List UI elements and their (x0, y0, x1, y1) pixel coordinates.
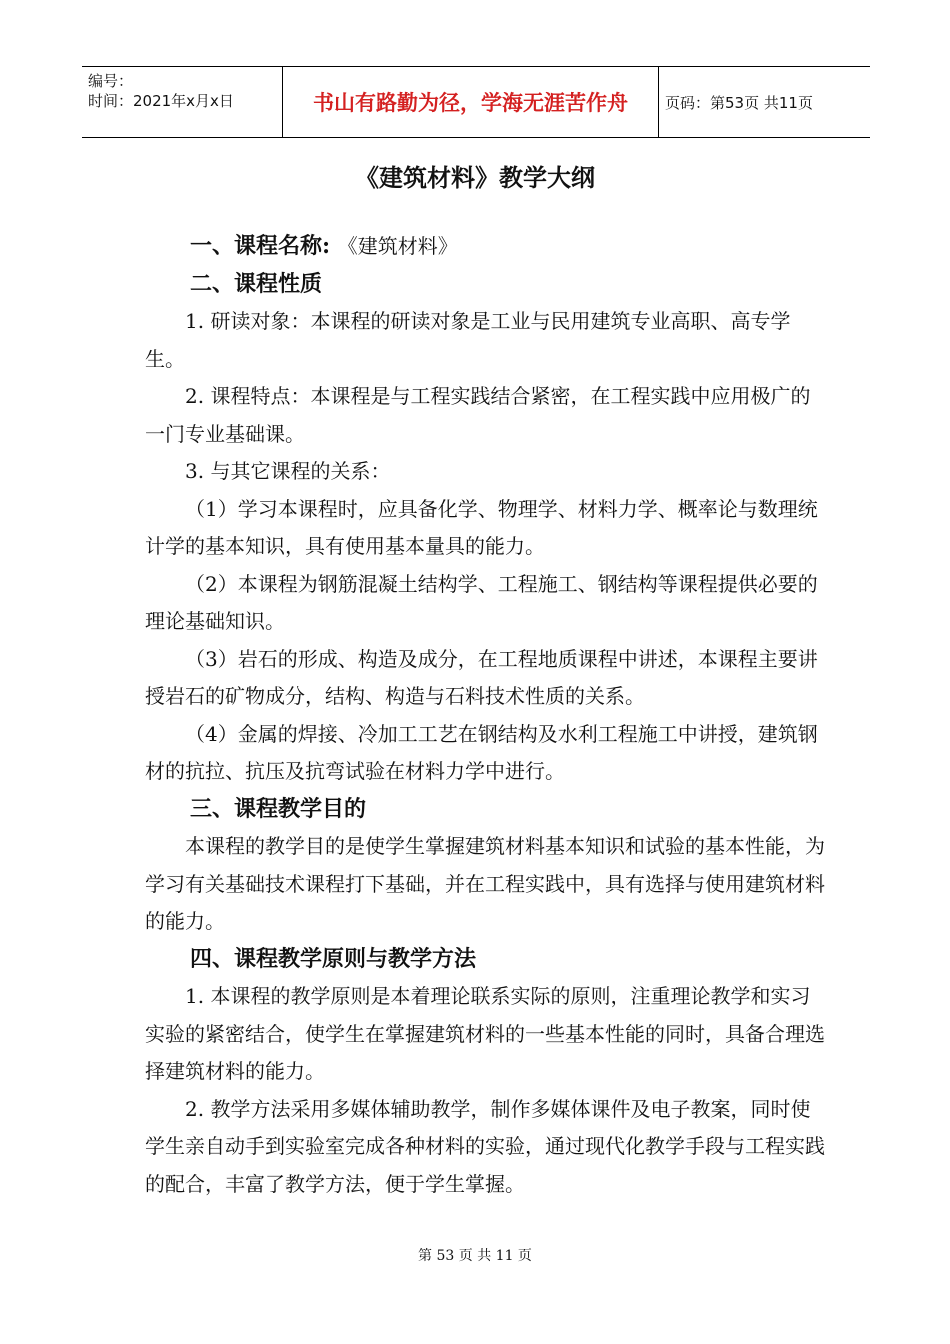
page-header (82, 66, 870, 138)
paragraph: （3）岩石的形成、构造及成分，在工程地质课程中讲述，本课程主要讲授岩石的矿物成分，结构、构造与石料技术性质的关系。 (145, 646, 818, 708)
paragraph: 本课程的教学目的是使学生掌握建筑材料基本知识和试验的基本性能，为学习有关基础技术课程打下基础，并在工程实践中，具有选择与使用建筑材料的能力。 (145, 834, 825, 933)
paragraph: （2）本课程为钢筋混凝土结构学、工程施工、钢结构等课程提供必要的理论基础知识。 (145, 571, 818, 633)
paragraph: 2. 课程特点：本课程是与工程实践结合紧密，在工程实践中应用极广的一门专业基础课。 (145, 384, 811, 446)
section-heading-course-nature: 二、课程性质 (190, 270, 323, 297)
document-time: 时间：2021年x月x日 (88, 92, 234, 110)
section-heading-course-name (145, 228, 825, 266)
header-page-info: 页码：第53页 共11页 (665, 93, 813, 112)
paragraph: 3. 与其它课程的关系： (185, 459, 391, 483)
paragraph: （4）金属的焊接、冷加工工艺在钢结构及水利工程施工中讲授，建筑钢材的抗拉、抗压及抗弯试验在材料力学中进行。 (145, 721, 818, 783)
section-heading-teaching-goal: 三、课程教学目的 (190, 795, 367, 822)
paragraph: （1）学习本课程时，应具备化学、物理学、材料力学、概率论与数理统计学的基本知识，具有使用基本量具的能力。 (145, 496, 818, 558)
paragraph: 2. 教学方法采用多媒体辅助教学，制作多媒体课件及电子教案，同时使学生亲自动手到实验室完成各种材料的实验，通过现代化教学手段与工程实践的配合，丰富了教学方法，便于学生掌握。 (145, 1096, 825, 1196)
section-heading-teaching-method: 四、课程教学原则与教学方法 (190, 945, 477, 972)
document-title: 《建筑材料》教学大纲 (355, 163, 595, 192)
course-name-label: 一、课程名称: (190, 233, 331, 259)
header-meta (82, 67, 283, 137)
paragraph: 1. 研读对象：本课程的研读对象是工业与民用建筑专业高职、高专学生。 (145, 309, 791, 371)
page-footer: 第 53 页 共 11 页 (418, 1248, 532, 1264)
document-number: 编号： (88, 72, 134, 90)
paragraph: 1. 本课程的教学原则是本着理论联系实际的原则，注重理论教学和实习实验的紧密结合，使学生在掌握建筑材料的一些基本性能的同时，具备合理选择建筑材料的能力。 (145, 984, 825, 1083)
header-motto: 书山有路勤为径，学海无涯苦作舟 (283, 67, 659, 137)
course-name-value: 《建筑材料》 (337, 234, 458, 258)
document-body (145, 228, 825, 1203)
